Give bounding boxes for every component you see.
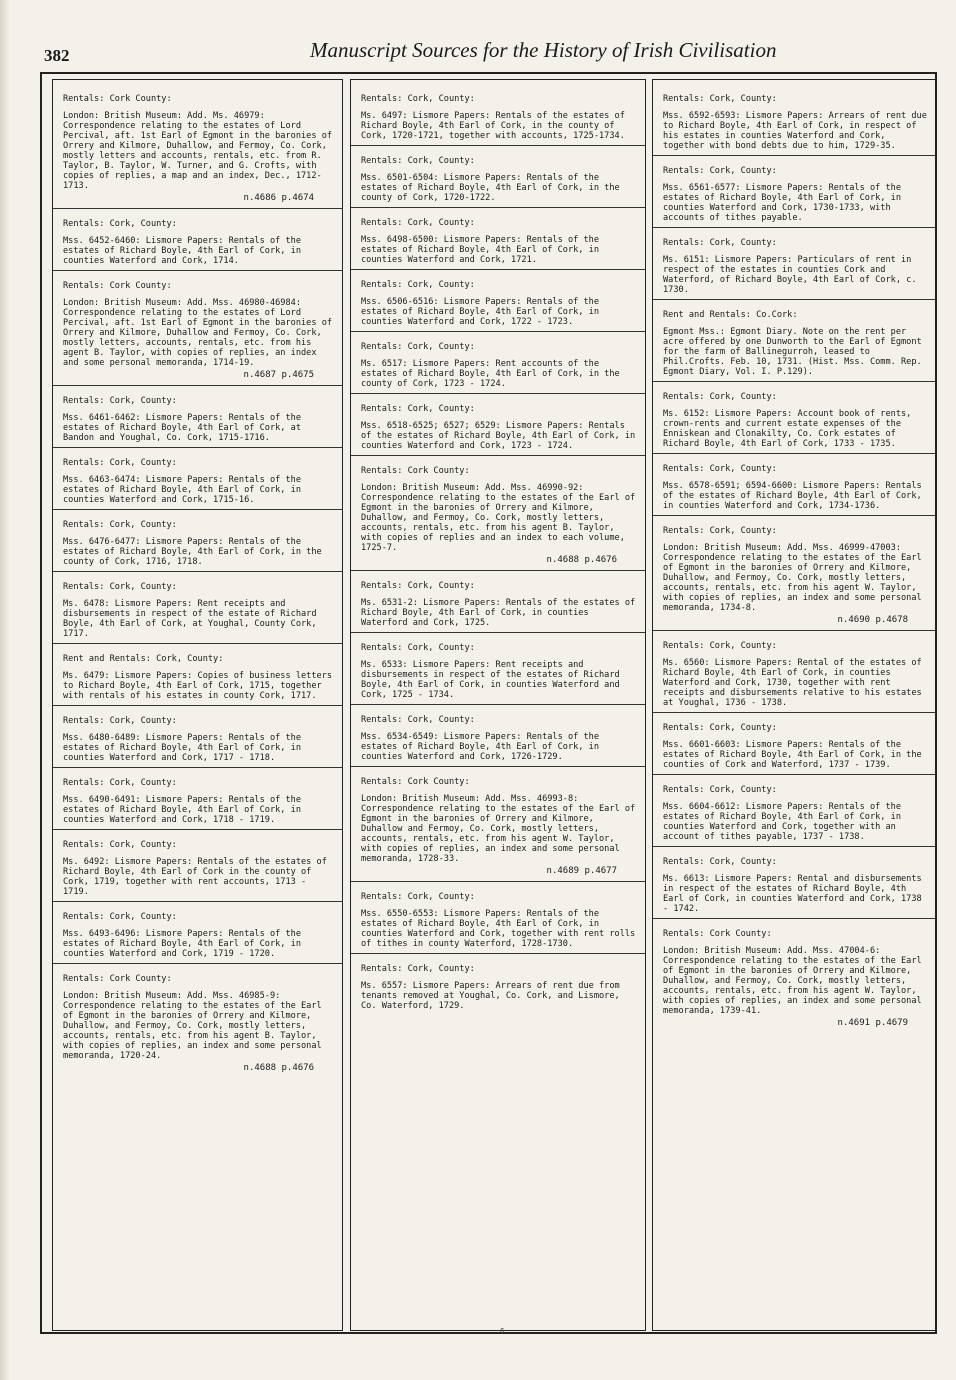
catalogue-entry	[53, 964, 342, 1078]
entry-description: London: British Museum: Add. Mss. 46985-9: Correspondence relating to the estates of the Earl of Egmont in the baronies of Orrery and Kilmore, Duhallow, and Fermoy, Co. Cork, mostly letters, accounts, rentals, etc. from his agent B. Taylor, with copies of replies, an index and some personal memoranda, 1720-24.	[63, 991, 322, 1061]
catalogue-entry	[53, 644, 342, 706]
entry-description: Ms. 6531-2: Lismore Papers: Rentals of the estates of Richard Boyle, 4th Earl of Cork, in counties Waterford and Cork, 1725.	[361, 598, 636, 628]
entry-description: Mss. 6550-6553: Lismore Papers: Rentals of the estates of Richard Boyle, 4th Earl of Cork, in counties Waterford and Cork, together with rent rolls of tithes in county Waterford, 1728-1730.	[361, 909, 636, 949]
entry-description: Ms. 6479: Lismore Papers: Copies of business letters to Richard Boyle, 4th Earl of Cork, 1715, together with rentals of his estates in county Cork, 1717.	[63, 671, 333, 701]
catalogue-entry	[351, 84, 645, 146]
entry-heading: Rentals: Cork, County:	[663, 857, 777, 867]
entry-heading: Rentals: Cork, County:	[361, 964, 475, 974]
entry-heading: Rentals: Cork, County:	[63, 912, 177, 922]
entry-description: Ms. 6492: Lismore Papers: Rentals of the estates of Richard Boyle, 4th Earl of Cork in the county of Cork, 1719, together with rent accounts, 1713 - 1719.	[63, 857, 327, 897]
entry-description: Mss. 6498-6500: Lismore Papers: Rentals of the estates of Richard Boyle, 4th Earl of Cork, in counties Waterford and Cork, 1721.	[361, 235, 599, 265]
entry-description: London: British Museum: Add. Ms. 46979: Correspondence relating to the estates of Lord Percival, aft. 1st Earl of Egmont in the baronies of Orrery and Kilmore, Duhallow, and Fermoy, Co. Cork, mostly letters and accounts, rentals, etc. from R. Taylor, B. Taylor, W. Turner, and G. Crofts, with copies of replies, a map and an index, Dec., 1712-1713.	[63, 111, 333, 191]
entry-description: Mss. 6518-6525; 6527; 6529: Lismore Papers: Rentals of the estates of Richard Boyle, 4th Earl of Cork, in counties Waterford and Cork, 1723 - 1724.	[361, 421, 636, 451]
entry-heading: Rentals: Cork County:	[63, 281, 172, 291]
entry-heading: Rentals: Cork, County:	[361, 156, 475, 166]
catalogue-entry	[53, 386, 342, 448]
page-edge-shadow	[0, 0, 10, 1380]
entry-heading: Rentals: Cork, County:	[663, 238, 777, 248]
catalogue-entry	[653, 713, 936, 775]
catalogue-entry	[351, 270, 645, 332]
entry-heading: Rentals: Cork, County:	[63, 582, 177, 592]
entry-heading: Rentals: Cork, County:	[361, 280, 475, 290]
entry-description: Ms. 6560: Lismore Papers: Rental of the estates of Richard Boyle, 4th Earl of Cork, in counties Waterford and Cork, 1730, together with rent receipts and disbursements relative to his estates at Youghal, 1736 - 1738.	[663, 658, 922, 708]
catalogue-entry	[53, 706, 342, 768]
column-2	[350, 79, 646, 1331]
catalogue-entry	[53, 448, 342, 510]
catalogue-entry	[351, 571, 645, 633]
entry-description: Mss. 6578-6591; 6594-6600: Lismore Papers: Rentals of the estates of Richard Boyle, 4th Earl of Cork, in counties Waterford and Cork, 1734-1736.	[663, 481, 922, 511]
entry-heading: Rentals: Cork, County:	[361, 892, 475, 902]
entry-description: Mss. 6501-6504: Lismore Papers: Rentals of the estates of Richard Boyle, 4th Earl of Cork, in the county of Cork, 1720-1722.	[361, 173, 620, 203]
page-title: Manuscript Sources for the History of Irish Civilisation	[310, 38, 777, 62]
entry-description: Mss. 6561-6577: Lismore Papers: Rentals of the estates of Richard Boyle, 4th Earl of Cork, in counties Waterford and Cork, 1730-1733, with accounts of tithes payable.	[663, 183, 901, 223]
entry-heading: Rentals: Cork, County:	[63, 716, 177, 726]
entry-heading: Rentals: Cork, County:	[63, 396, 177, 406]
entry-heading: Rentals: Cork, County:	[361, 342, 475, 352]
catalogue-entry	[351, 954, 645, 1015]
microfilm-reference: n.4688 p.4676	[243, 1063, 314, 1073]
catalogue-entry	[653, 631, 936, 713]
entry-description: Mss. 6601-6603: Lismore Papers: Rentals of the estates of Richard Boyle, 4th Earl of Cork, in the counties of Cork and Waterford, 1737 - 1739.	[663, 740, 922, 770]
entry-description: London: British Museum: Add. Mss. 47004-6: Correspondence relating to the estates of the Earl of Egmont in the baronies of Orrery and Kilmore, Duhallow, and Fermoy, Co. Cork, mostly letters, accounts, rentals, etc. from his agent W. Taylor, with copies of replies, an index and some personal memoranda, 1739-41.	[663, 946, 922, 1016]
catalogue-entry	[351, 882, 645, 954]
entry-heading: Rentals: Cork County:	[663, 929, 772, 939]
entry-heading: Rentals: Cork County:	[361, 466, 470, 476]
entry-description: London: British Museum: Add. Mss. 46980-46984: Correspondence relating to the estates of Lord Percival, aft. 1st Earl of Egmont in the baronies of Orrery and Kilmore, Duhallow and Fermoy, Co. Cork, mostly letters, accounts, rentals, etc. from his agent B. Taylor, with copies of replies, an index and some personal memoranda, 1714-19.	[63, 298, 333, 368]
catalogue-entry	[53, 572, 342, 644]
entry-description: Mss. 6452-6460: Lismore Papers: Rentals of the estates of Richard Boyle, 4th Earl of Cork, in counties Waterford and Cork, 1714.	[63, 236, 301, 266]
entry-description: Mss. 6604-6612: Lismore Papers: Rentals of the estates of Richard Boyle, 4th Earl of Cork, in counties Waterford and Cork, together with an account of tithes payable, 1737 - 1738.	[663, 802, 901, 842]
entry-description: Ms. 6533: Lismore Papers: Rent receipts and disbursements in respect of the estates of Richard Boyle, 4th Earl of Cork, in counties Waterford and Cork, 1725 - 1734.	[361, 660, 620, 700]
entry-heading: Rentals: Cork, County:	[663, 464, 777, 474]
microfilm-reference: n.4691 p.4679	[837, 1018, 908, 1028]
catalogue-entry	[53, 768, 342, 830]
catalogue-entry	[53, 510, 342, 572]
catalogue-entry	[53, 84, 342, 209]
catalogue-entry	[653, 228, 936, 300]
entry-heading: Rentals: Cork, County:	[361, 715, 475, 725]
microfilm-reference: n.4690 p.4678	[837, 615, 908, 625]
catalogue-entry	[351, 456, 645, 571]
catalogue-entry	[351, 633, 645, 705]
catalogue-entry	[653, 516, 936, 631]
catalogue-entry	[53, 209, 342, 271]
entry-description: Ms. 6613: Lismore Papers: Rental and disbursements in respect of the estates of Richard Boyle, 4th Earl of Cork, in counties Waterford and Cork, 1738 - 1742.	[663, 874, 922, 914]
catalogue-entry	[53, 271, 342, 386]
entry-description: Mss. 6490-6491: Lismore Papers: Rentals of the estates of Richard Boyle, 4th Earl of Cork, in counties Waterford and Cork, 1718 - 1719.	[63, 795, 301, 825]
entry-description: London: British Museum: Add. Mss. 46999-47003: Correspondence relating to the estates of the Earl of Egmont in the baronies of Orrery and Kilmore, Duhallow, and Fermoy, Co. Cork, mostly letters, accounts, rentals, etc. from his agent W. Taylor, with copies of replies, an index and some personal memoranda, 1734-8.	[663, 543, 922, 613]
catalogue-entry	[53, 902, 342, 964]
entry-description: Ms. 6478: Lismore Papers: Rent receipts and disbursements in respect of the estate of Richard Boyle, 4th Earl of Cork, at Youghal, County Cork, 1717.	[63, 599, 317, 639]
microfilm-reference: n.4689 p.4677	[546, 866, 617, 876]
catalogue-entry	[653, 454, 936, 516]
entry-heading: Rentals: Cork, County:	[361, 94, 475, 104]
footer-mark: 6	[500, 1327, 505, 1335]
catalogue-entry	[351, 705, 645, 767]
entry-heading: Rentals: Cork, County:	[361, 581, 475, 591]
entry-description: Mss. 6463-6474: Lismore Papers: Rentals of the estates of Richard Boyle, 4th Earl of Cork, in counties Waterford and Cork, 1715-16.	[63, 475, 301, 505]
entry-heading: Rentals: Cork, County:	[663, 526, 777, 536]
entry-heading: Rentals: Cork, County:	[361, 643, 475, 653]
entry-heading: Rentals: Cork, County:	[663, 785, 777, 795]
catalogue-entry	[653, 775, 936, 847]
entry-description: Egmont Mss.: Egmont Diary. Note on the rent per acre offered by one Dunworth to the Earl of Egmont for the farm of Ballinegurroh, leased to Phil.Crofts. Feb. 10, 1731. (Hist. Mss. Comm. Rep. Egmont Diary, Vol. I. P.129).	[663, 327, 922, 377]
entry-description: Ms. 6557: Lismore Papers: Arrears of rent due from tenants removed at Youghal, Co. Cork, and Lismore, Co. Waterford, 1729.	[361, 981, 620, 1011]
entry-heading: Rent and Rentals: Co.Cork:	[663, 310, 798, 320]
entry-description: Ms. 6517: Lismore Papers: Rent accounts of the estates of Richard Boyle, 4th Earl of Cork, in the county of Cork, 1723 - 1724.	[361, 359, 620, 389]
entry-description: Ms. 6151: Lismore Papers: Particulars of rent in respect of the estates in counties Cork and Waterford, of Richard Boyle, 4th Earl of Cork, c. 1730.	[663, 255, 917, 295]
entry-description: Mss. 6493-6496: Lismore Papers: Rentals of the estates of Richard Boyle, 4th Earl of Cork, in counties Waterford and Cork, 1719 - 1720.	[63, 929, 301, 959]
entry-heading: Rentals: Cork, County:	[361, 404, 475, 414]
catalogue-entry	[653, 847, 936, 919]
entry-heading: Rentals: Cork County:	[63, 974, 172, 984]
entry-heading: Rentals: Cork, County:	[663, 723, 777, 733]
column-3	[652, 79, 937, 1331]
catalogue-entry	[351, 146, 645, 208]
entry-heading: Rentals: Cork County:	[361, 777, 470, 787]
entry-description: Mss. 6480-6489: Lismore Papers: Rentals of the estates of Richard Boyle, 4th Earl of Cork, in counties Waterford and Cork, 1717 - 1718.	[63, 733, 301, 763]
entry-heading: Rentals: Cork, County:	[361, 218, 475, 228]
entry-description: London: British Museum: Add. Mss. 46993-8: Correspondence relating to the estates of the Earl of Egmont in the baronies of Orrery and Kilmore, Duhallow and Fermoy, Co. Cork, mostly letters, accounts, rentals, etc. from his agent W. Taylor, with copies of replies, an index and some personal memoranda, 1728-33.	[361, 794, 636, 864]
catalogue-entry	[653, 84, 936, 156]
catalogue-entry	[53, 830, 342, 902]
entry-description: Mss. 6592-6593: Lismore Papers: Arrears of rent due to Richard Boyle, 4th Earl of Cork, in respect of his estates in counties Waterford and Cork, together with bond debts due to him, 1729-35.	[663, 111, 927, 151]
catalogue-entry	[351, 394, 645, 456]
entry-heading: Rentals: Cork County:	[63, 94, 172, 104]
column-1	[52, 79, 343, 1331]
entry-heading: Rentals: Cork, County:	[63, 219, 177, 229]
catalogue-entry	[351, 208, 645, 270]
entry-description: Ms. 6152: Lismore Papers: Account book of rents, crown-rents and current estate expenses of the Enniskean and Clonakilty, Co. Cork estates of Richard Boyle, 4th Earl of Cork, 1733 - 1735.	[663, 409, 912, 449]
microfilm-reference: n.4686 p.4674	[243, 193, 314, 203]
entry-heading: Rentals: Cork, County:	[663, 94, 777, 104]
entry-heading: Rentals: Cork, County:	[663, 166, 777, 176]
page-number: 382	[44, 46, 70, 65]
entry-heading: Rentals: Cork, County:	[63, 778, 177, 788]
entry-description: London: British Museum: Add. Mss. 46990-92: Correspondence relating to the estates of the Earl of Egmont in the baronies of Orrery and Kilmore, Duhallow, and Fermoy, Co. Cork, mostly letters, accounts, rentals, etc. from his agent B. Taylor, with copies of replies and an index to each volume, 1725-7.	[361, 483, 636, 553]
entry-description: Mss. 6461-6462: Lismore Papers: Rentals of the estates of Richard Boyle, 4th Earl of Cork, at Bandon and Youghal, Co. Cork, 1715-1716.	[63, 413, 301, 443]
entry-heading: Rentals: Cork, County:	[63, 458, 177, 468]
entry-description: Mss. 6534-6549: Lismore Papers: Rentals of the estates of Richard Boyle, 4th Earl of Cork, in counties Waterford and Cork, 1726-1729.	[361, 732, 599, 762]
entry-heading: Rentals: Cork, County:	[663, 641, 777, 651]
catalogue-entry	[653, 156, 936, 228]
catalogue-entry	[653, 919, 936, 1033]
microfilm-reference: n.4687 p.4675	[243, 370, 314, 380]
entry-heading: Rent and Rentals: Cork, County:	[63, 654, 224, 664]
catalogue-entry	[653, 300, 936, 382]
catalogue-entry	[351, 332, 645, 394]
entry-description: Ms. 6497: Lismore Papers: Rentals of the estates of Richard Boyle, 4th Earl of Cork, in the county of Cork, 1720-1721, together with accounts, 1725-1734.	[361, 111, 625, 141]
microfilm-reference: n.4688 p.4676	[546, 555, 617, 565]
entry-heading: Rentals: Cork, County:	[63, 840, 177, 850]
catalogue-entry	[653, 382, 936, 454]
entry-heading: Rentals: Cork, County:	[63, 520, 177, 530]
entry-description: Mss. 6506-6516: Lismore Papers: Rentals of the estates of Richard Boyle, 4th Earl of Cork, in counties Waterford and Cork, 1722 - 1723.	[361, 297, 599, 327]
entry-description: Mss. 6476-6477: Lismore Papers: Rentals of the estates of Richard Boyle, 4th Earl of Cork, in the county of Cork, 1716, 1718.	[63, 537, 322, 567]
catalogue-entry	[351, 767, 645, 882]
entry-heading: Rentals: Cork, County:	[663, 392, 777, 402]
